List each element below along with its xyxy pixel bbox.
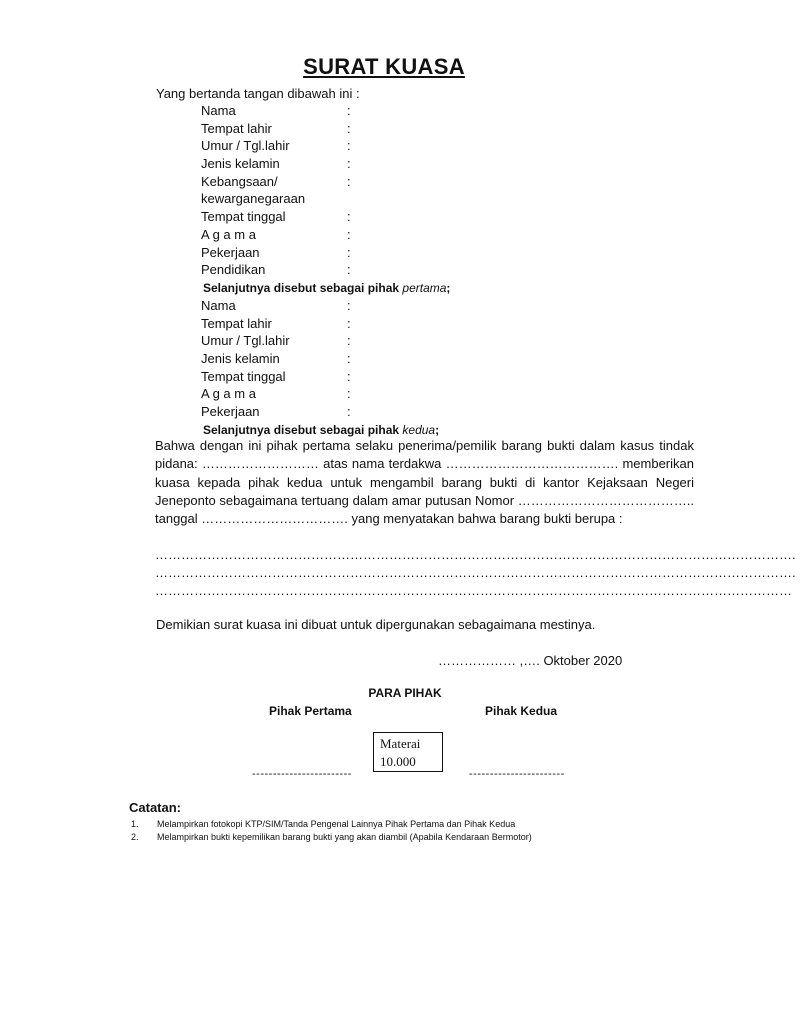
field-label: Pekerjaan	[201, 244, 260, 260]
field-colon: :	[347, 173, 351, 189]
note-item	[131, 831, 532, 844]
document-title: SURAT KUASA	[303, 54, 465, 79]
party1-signature-label: Pihak Pertama	[269, 704, 352, 718]
closing-statement: Demikian surat kuasa ini dibuat untuk dipergunakan sebagaimana mestinya.	[156, 617, 596, 632]
party1-signature-line: ------------------------	[252, 768, 352, 780]
note-number: 1.	[131, 819, 139, 829]
field-label: Tempat tinggal	[201, 209, 286, 225]
field-colon: :	[347, 138, 351, 154]
field-label: Kebangsaan/ kewarganegaraan	[201, 173, 306, 207]
field-label: Umur / Tgl.lahir	[201, 138, 290, 154]
party2-signature-label: Pihak Kedua	[485, 704, 558, 718]
field-label: Umur / Tgl.lahir	[201, 333, 290, 349]
dotted-line: ………………………………………………………………………………………………………………………………….	[155, 547, 796, 562]
dotted-line: ………………………………………………………………………………………………………………………………….	[155, 565, 796, 580]
party2-note	[203, 423, 439, 437]
note-role: pertama	[402, 281, 447, 295]
field-colon: :	[347, 209, 351, 225]
field-colon: :	[347, 368, 351, 384]
notes-list	[131, 818, 532, 844]
field-label: Tempat tinggal	[201, 368, 286, 384]
field-label: Pendidikan	[201, 262, 266, 278]
field-colon: :	[347, 298, 351, 313]
field-colon: :	[347, 333, 351, 349]
note-suffix: ;	[435, 423, 440, 437]
field-label: Jenis kelamin	[201, 156, 280, 172]
field-colon: :	[347, 351, 351, 367]
note-item	[131, 818, 532, 831]
field-label: Pekerjaan	[201, 404, 260, 420]
field-label: A g a m a	[201, 226, 256, 242]
field-colon: :	[347, 244, 351, 260]
dotted-line: …………………………………………………………………………………………………………………………………	[155, 583, 792, 598]
field-colon: :	[347, 226, 351, 242]
note-text: Melampirkan fotokopi KTP/SIM/Tanda Pengenal Lainnya Pihak Pertama dan Pihak Kedua	[157, 819, 516, 829]
field-label: Tempat lahir	[201, 120, 272, 136]
note-text: Melampirkan bukti kepemilikan barang bukti yang akan diambil (Apabila Kendaraan Bermotor)	[157, 832, 532, 842]
field-colon: :	[347, 315, 351, 331]
note-number: 2.	[131, 832, 139, 842]
field-colon: :	[347, 103, 351, 118]
field-label: Tempat lahir	[201, 315, 272, 331]
intro-text: Yang bertanda tangan dibawah ini :	[156, 86, 360, 101]
note-role: kedua	[402, 423, 436, 437]
party2-signature-line: -----------------------	[469, 768, 565, 780]
field-label: A g a m a	[201, 386, 256, 402]
field-colon: :	[347, 156, 351, 172]
materai-value: 10.000	[380, 754, 416, 769]
field-colon: :	[347, 404, 351, 420]
field-label: Jenis kelamin	[201, 351, 280, 367]
note-prefix: Selanjutnya disebut sebagai pihak	[203, 423, 403, 437]
materai-label: Materai	[380, 736, 421, 751]
field-label: Nama	[201, 103, 236, 118]
materai-stamp-box	[373, 732, 443, 772]
notes-heading: Catatan:	[129, 800, 182, 815]
field-colon: :	[347, 120, 351, 136]
date-line: ……………… ,…. Oktober 2020	[438, 653, 623, 668]
note-prefix: Selanjutnya disebut sebagai pihak	[203, 281, 403, 295]
field-colon: :	[347, 386, 351, 402]
note-suffix: ;	[446, 281, 451, 295]
signatures-heading: PARA PIHAK	[368, 686, 442, 700]
party1-note	[203, 281, 450, 295]
field-label: Nama	[201, 298, 236, 313]
field-colon: :	[347, 262, 351, 278]
body-paragraph: Bahwa dengan ini pihak pertama selaku penerima/pemilik barang bukti dalam kasus tindak pidana: ……………………… atas nama terdakwa …………………………………. memberikan kuasa kepada pihak kedua untuk mengambil barang bukti di kantor Kejaksaan Negeri Jeneponto sebagaimana tertuang dalam amar putusan Nomor ………………………………….. tanggal ……………………………. yang menyatakan bahwa barang bukti berupa :	[155, 438, 694, 527]
